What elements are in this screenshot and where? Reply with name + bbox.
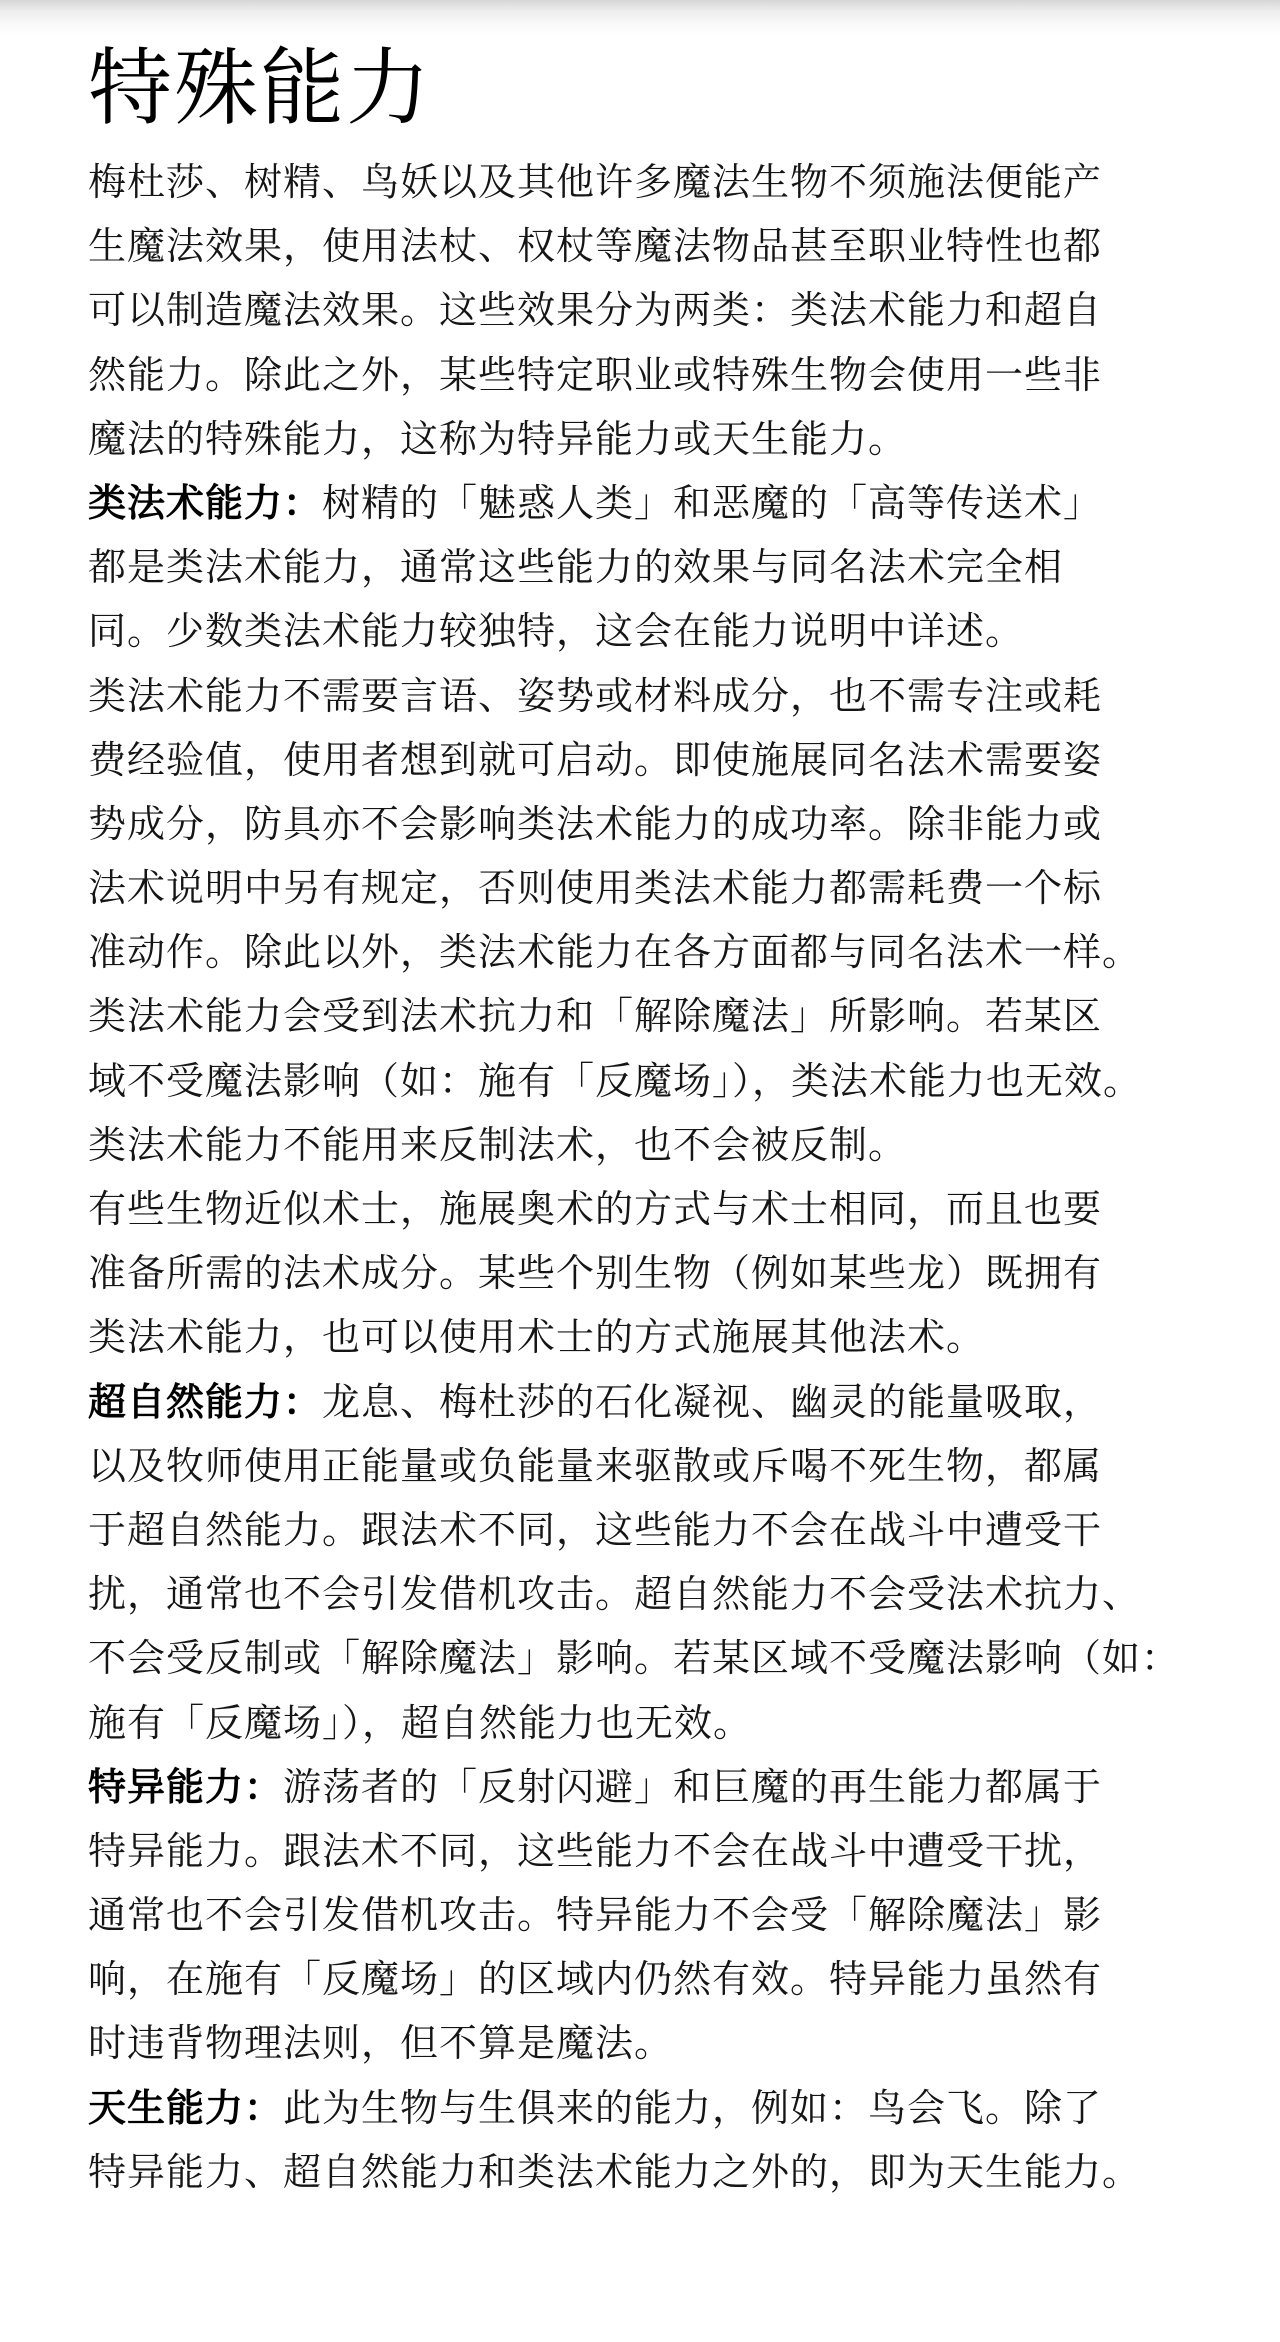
text-line: 类法术能力会受到法术抗力和「解除魔法」所影响。若某区 bbox=[88, 994, 1103, 1039]
text-line: 类法术能力不需要言语、姿势或材料成分，也不需专注或耗 bbox=[88, 673, 1103, 718]
text-line: 扰，通常也不会引发借机攻击。超自然能力不会受法术抗力、 bbox=[88, 1572, 1142, 1617]
top-shadow-bar bbox=[0, 0, 1280, 36]
text-line: 法术说明中另有规定，否则使用类法术能力都需耗费一个标 bbox=[88, 866, 1103, 911]
text-line bbox=[88, 1755, 1148, 1819]
document-page bbox=[88, 39, 1181, 2204]
text-line: 类法术能力，也可以使用术士的方式施展其他法术。 bbox=[88, 1315, 986, 1360]
text-line: 域不受魔法影响（如：施有「反魔场」），类法术能力也无效。 bbox=[88, 1058, 1143, 1103]
text-run: 此为生物与生俱来的能力，例如：鸟会飞。除了 bbox=[283, 2085, 1103, 2130]
text-line: 生魔法效果，使用法杖、权杖等魔法物品甚至职业特性也都 bbox=[88, 224, 1103, 269]
text-line: 有些生物近似术士，施展奥术的方式与术士相同，而且也要 bbox=[88, 1187, 1103, 1231]
text-line: 准备所需的法术成分。某些个别生物（例如某些龙）既拥有 bbox=[88, 1251, 1103, 1296]
paragraph-sorcerer-like bbox=[88, 1177, 1148, 1370]
text-line: 可以制造魔法效果。这些效果分为两类：类法术能力和超自 bbox=[88, 288, 1103, 333]
paragraph-spell-like bbox=[88, 471, 1148, 664]
text-line: 时违背物理法则，但不算是魔法。 bbox=[88, 2021, 674, 2066]
term-label: 天生能力： bbox=[88, 2084, 284, 2130]
text-run: 龙息、梅杜莎的石化凝视、幽灵的能量吸取， bbox=[322, 1379, 1103, 1424]
term-label: 类法术能力： bbox=[88, 479, 323, 525]
text-line: 费经验值，使用者想到就可启动。即使施展同名法术需要姿 bbox=[88, 737, 1103, 782]
text-line: 特异能力。跟法术不同，这些能力不会在战斗中遭受干扰， bbox=[88, 1828, 1103, 1873]
paragraph-spell-like-resistance bbox=[88, 984, 1148, 1177]
text-line: 类法术能力不能用来反制法术，也不会被反制。 bbox=[88, 1122, 908, 1167]
text-line: 魔法的特殊能力，这称为特异能力或天生能力。 bbox=[88, 416, 908, 461]
paragraph-intro bbox=[88, 150, 1148, 471]
page-title: 特殊能力 bbox=[88, 39, 433, 137]
paragraph-extraordinary bbox=[88, 1755, 1148, 2076]
text-line: 梅杜莎、树精、鸟妖以及其他许多魔法生物不须施法便能产 bbox=[88, 160, 1103, 204]
text-run: 树精的「魅惑人类」和恶魔的「高等传送术」 bbox=[322, 480, 1103, 525]
text-line: 通常也不会引发借机攻击。特异能力不会受「解除魔法」影 bbox=[88, 1893, 1103, 1938]
text-line: 准动作。除此以外，类法术能力在各方面都与同名法术一样。 bbox=[88, 930, 1142, 975]
text-line bbox=[88, 1370, 1148, 1434]
text-line: 势成分，防具亦不会影响类法术能力的成功率。除非能力或 bbox=[88, 801, 1103, 846]
text-line bbox=[88, 471, 1148, 535]
text-line: 然能力。除此之外，某些特定职业或特殊生物会使用一些非 bbox=[88, 352, 1103, 397]
text-line: 响，在施有「反魔场」的区域内仍然有效。特异能力虽然有 bbox=[88, 1957, 1103, 2002]
text-line: 不会受反制或「解除魔法」影响。若某区域不受魔法影响（如： bbox=[88, 1636, 1181, 1681]
text-line: 以及牧师使用正能量或负能量来驱散或斥喝不死生物，都属 bbox=[88, 1443, 1103, 1488]
text-line: 施有「反魔场」），超自然能力也无效。 bbox=[88, 1700, 753, 1745]
text-line: 都是类法术能力，通常这些能力的效果与同名法术完全相 bbox=[88, 545, 1064, 590]
paragraph-natural bbox=[88, 2076, 1148, 2204]
text-line bbox=[88, 2076, 1148, 2140]
paragraph-spell-like-components bbox=[88, 664, 1148, 985]
text-line: 于超自然能力。跟法术不同，这些能力不会在战斗中遭受干 bbox=[88, 1507, 1103, 1552]
paragraph-supernatural bbox=[88, 1370, 1181, 1755]
term-label: 超自然能力： bbox=[88, 1378, 323, 1424]
text-run: 游荡者的「反射闪避」和巨魔的再生能力都属于 bbox=[283, 1764, 1103, 1809]
text-line: 同。少数类法术能力较独特，这会在能力说明中详述。 bbox=[88, 609, 1025, 654]
term-label: 特异能力： bbox=[88, 1763, 284, 1809]
text-line: 特异能力、超自然能力和类法术能力之外的，即为天生能力。 bbox=[88, 2149, 1142, 2194]
